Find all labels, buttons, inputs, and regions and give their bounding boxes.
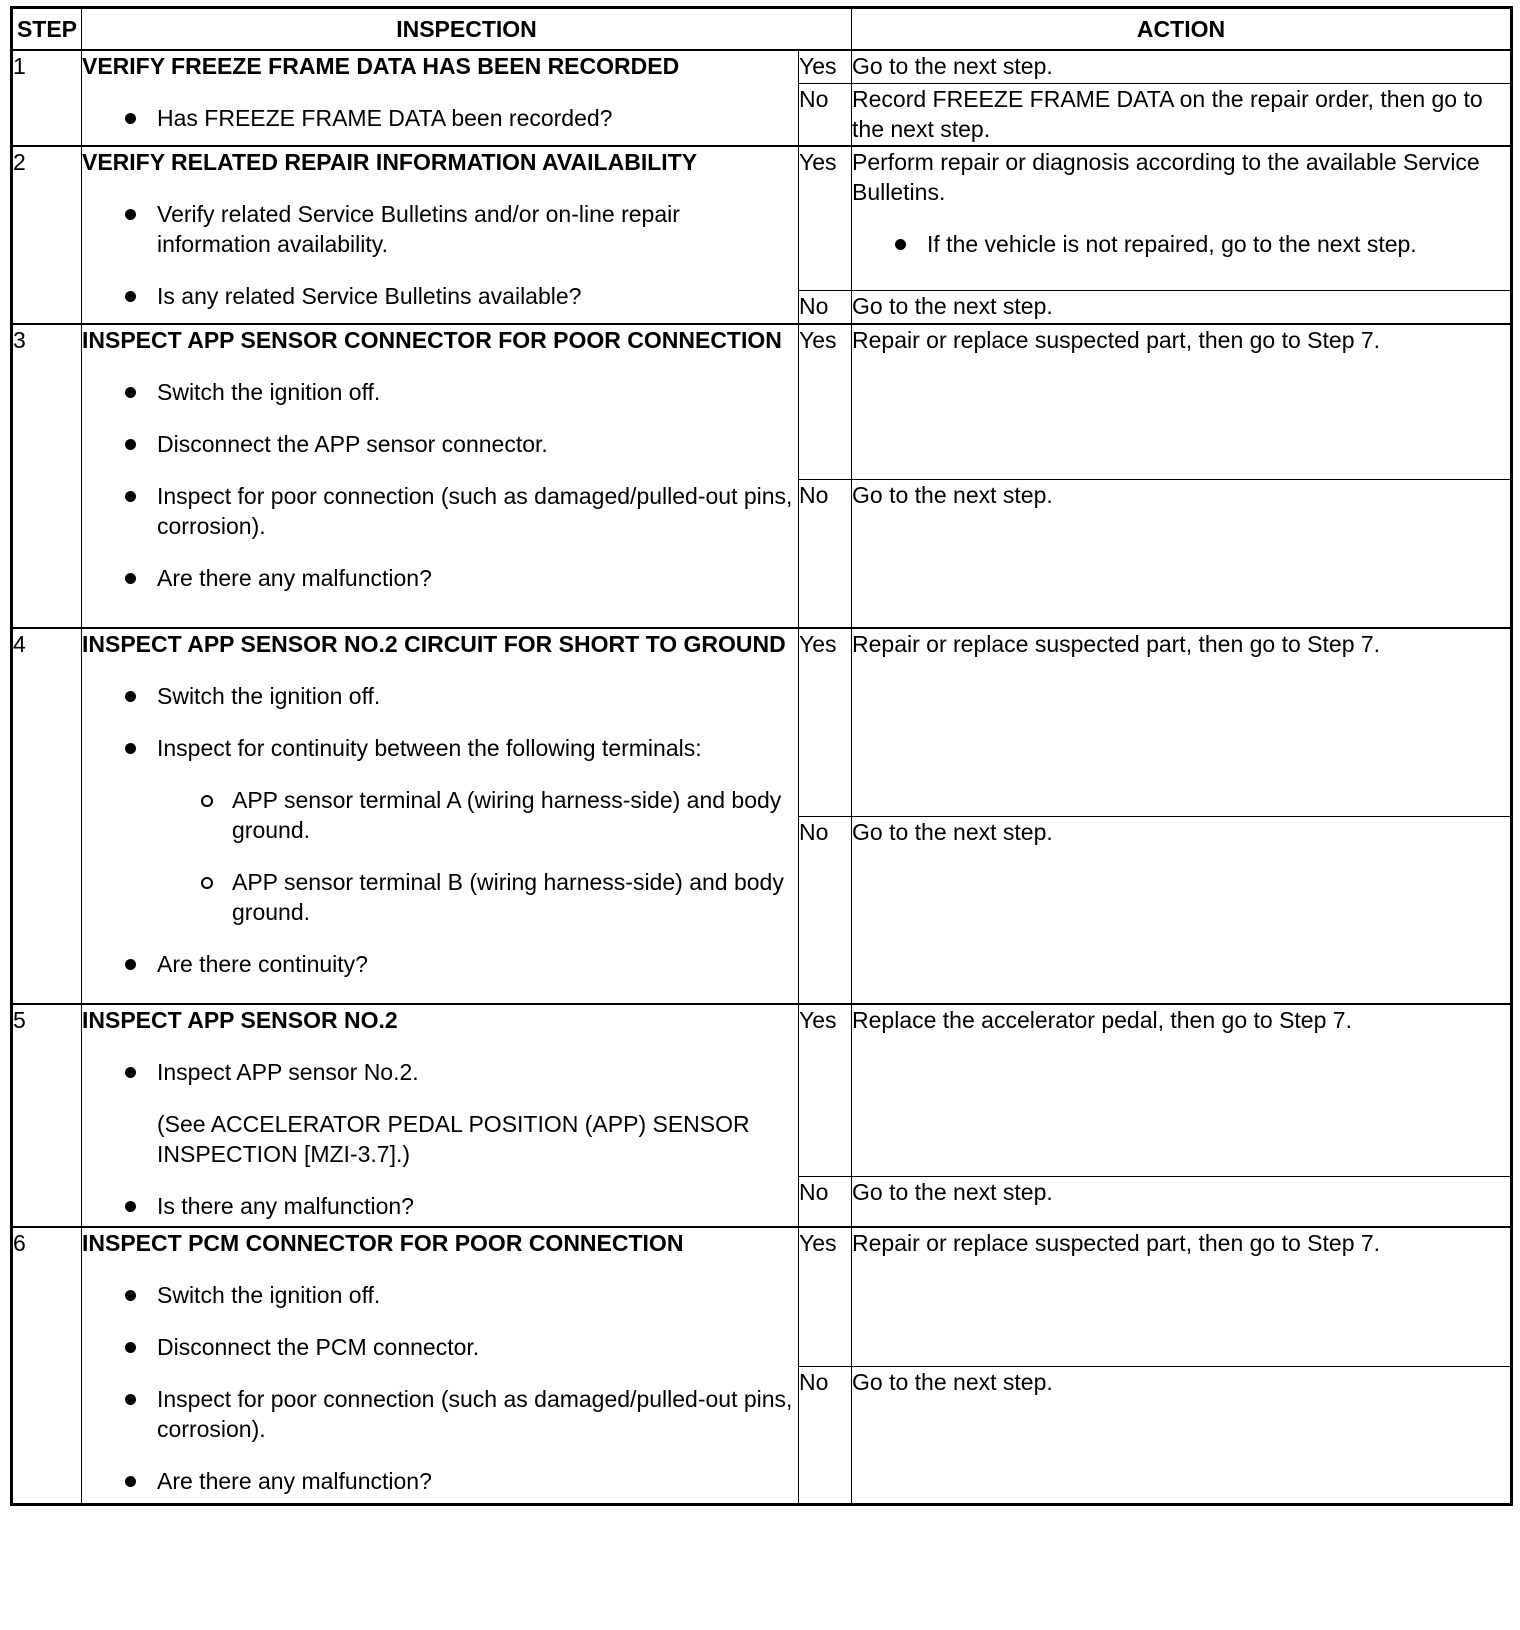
step-3-yes-row: [12, 324, 1512, 480]
yes-action: Replace the accelerator pedal, then go to Step 7.: [852, 1004, 1512, 1177]
yes-action: [852, 146, 1512, 291]
step-1-inspection: [82, 50, 799, 146]
step-title: INSPECT APP SENSOR CONNECTOR FOR POOR CONNECTION: [82, 327, 782, 353]
yes-label: Yes: [799, 324, 852, 480]
yes-label: Yes: [799, 50, 852, 84]
step-1-yes-row: [12, 50, 1512, 84]
step-6-inspection: [82, 1227, 799, 1505]
bullet-item: Disconnect the APP sensor connector.: [82, 429, 798, 459]
bullet-item: Are there any malfunction?: [82, 563, 798, 593]
bullet-item: Has FREEZE FRAME DATA been recorded?: [82, 103, 798, 133]
reference-note: (See ACCELERATOR PEDAL POSITION (APP) SENSOR INSPECTION [MZI-3.7].): [157, 1111, 750, 1167]
yes-action-text: Perform repair or diagnosis according to the available Service Bulletins.: [852, 149, 1480, 205]
yes-action: Repair or replace suspected part, then go to Step 7.: [852, 628, 1512, 817]
step-number: 6: [12, 1227, 82, 1505]
step-title: VERIFY FREEZE FRAME DATA HAS BEEN RECORDED: [82, 53, 680, 79]
no-label: No: [799, 1177, 852, 1228]
bullet-item: Inspect APP sensor No.2.: [82, 1057, 798, 1087]
action-header: ACTION: [852, 8, 1512, 51]
step-2-yes-row: [12, 146, 1512, 291]
no-label: No: [799, 480, 852, 629]
no-action: Go to the next step.: [852, 817, 1512, 1005]
no-action: Go to the next step.: [852, 291, 1512, 325]
bullet-item: Inspect for poor connection (such as damaged/pulled-out pins, corrosion).: [82, 1384, 798, 1444]
step-3-inspection: [82, 324, 799, 628]
diagnostic-procedure-page: [10, 6, 1510, 1506]
bullet-item: Is any related Service Bulletins available?: [82, 281, 798, 311]
sub-bullet-item: APP sensor terminal B (wiring harness-side) and body ground.: [82, 867, 798, 927]
step-number: 3: [12, 324, 82, 628]
yes-action: Repair or replace suspected part, then go to Step 7.: [852, 1227, 1512, 1367]
step-title: INSPECT PCM CONNECTOR FOR POOR CONNECTION: [82, 1230, 684, 1256]
step-number: 2: [12, 146, 82, 324]
yes-action: Repair or replace suspected part, then go to Step 7.: [852, 324, 1512, 480]
bullet-item: Switch the ignition off.: [82, 681, 798, 711]
bullet-item: Are there any malfunction?: [82, 1466, 798, 1496]
step-title: INSPECT APP SENSOR NO.2 CIRCUIT FOR SHORT TO GROUND: [82, 631, 786, 657]
step-title: VERIFY RELATED REPAIR INFORMATION AVAILABILITY: [82, 149, 698, 175]
no-action: Record FREEZE FRAME DATA on the repair order, then go to the next step.: [852, 84, 1512, 147]
bullet-item: Disconnect the PCM connector.: [82, 1332, 798, 1362]
step-number: 1: [12, 50, 82, 146]
no-action: Go to the next step.: [852, 1367, 1512, 1505]
bullet-item: Switch the ignition off.: [82, 377, 798, 407]
bullet-item: Inspect for continuity between the following terminals:: [82, 733, 798, 763]
yes-label: Yes: [799, 1227, 852, 1367]
step-4-yes-row: [12, 628, 1512, 817]
yes-label: Yes: [799, 628, 852, 817]
step-5-inspection: [82, 1004, 799, 1227]
step-title: INSPECT APP SENSOR NO.2: [82, 1007, 398, 1033]
no-label: No: [799, 1367, 852, 1505]
no-action: Go to the next step.: [852, 480, 1512, 629]
no-action: Go to the next step.: [852, 1177, 1512, 1228]
yes-label: Yes: [799, 1004, 852, 1177]
step-4-inspection: [82, 628, 799, 1004]
bullet-item: Inspect for poor connection (such as damaged/pulled-out pins, corrosion).: [82, 481, 798, 541]
header-row: [12, 8, 1512, 51]
bullet-item: Verify related Service Bulletins and/or on-line repair information availability.: [82, 199, 798, 259]
step-header: STEP: [12, 8, 82, 51]
step-6-yes-row: [12, 1227, 1512, 1367]
step-2-inspection: [82, 146, 799, 324]
bullet-item: Switch the ignition off.: [82, 1280, 798, 1310]
no-label: No: [799, 817, 852, 1005]
step-number: 5: [12, 1004, 82, 1227]
sub-bullet-item: APP sensor terminal A (wiring harness-side) and body ground.: [82, 785, 798, 845]
diagnostic-table: [10, 6, 1513, 1506]
bullet-item: If the vehicle is not repaired, go to the next step.: [852, 229, 1510, 259]
bullet-item: Is there any malfunction?: [82, 1191, 798, 1221]
step-number: 4: [12, 628, 82, 1004]
no-label: No: [799, 84, 852, 147]
bullet-item: Are there continuity?: [82, 949, 798, 979]
inspection-header: INSPECTION: [82, 8, 852, 51]
step-5-yes-row: [12, 1004, 1512, 1177]
no-label: No: [799, 291, 852, 325]
yes-action: Go to the next step.: [852, 50, 1512, 84]
yes-label: Yes: [799, 146, 852, 291]
